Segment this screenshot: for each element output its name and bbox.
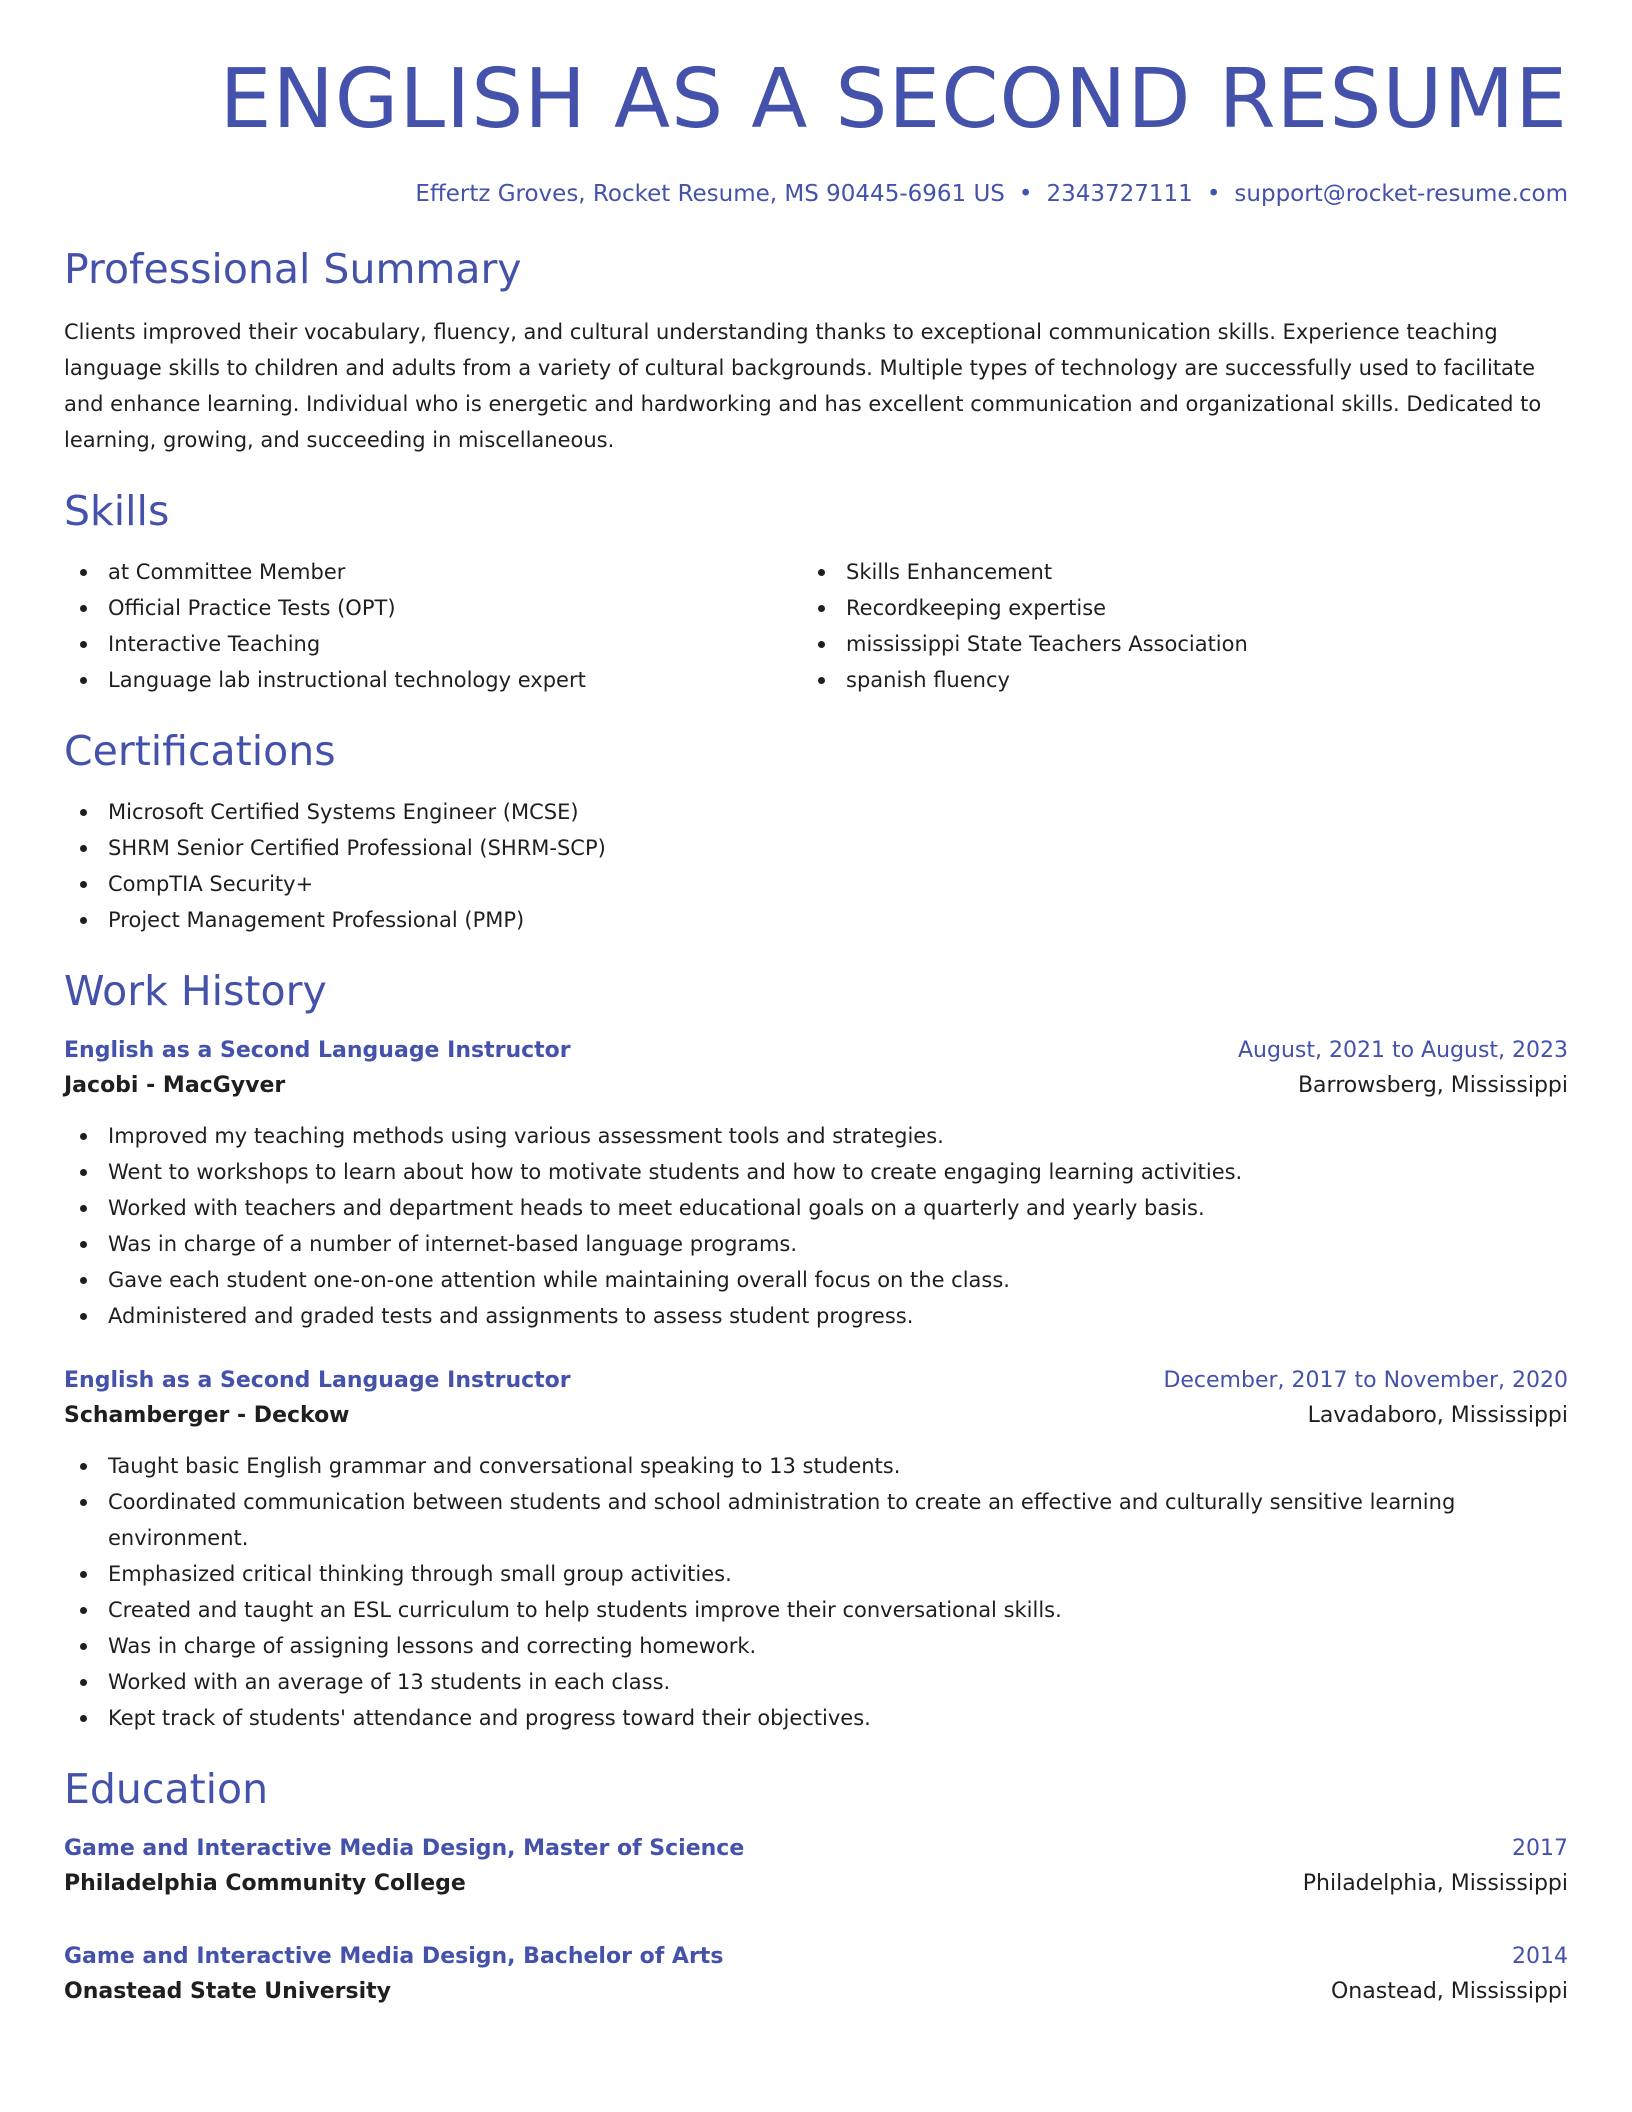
contact-separator: • xyxy=(1018,181,1033,207)
duty-item: Was in charge of a number of internet-based language programs. xyxy=(64,1226,1568,1262)
duty-item: Emphasized critical thinking through small group activities. xyxy=(64,1556,1568,1592)
duty-item: Taught basic English grammar and conversational speaking to 13 students. xyxy=(64,1448,1568,1484)
skills-column-left xyxy=(64,554,802,698)
duty-item: Worked with an average of 13 students in each class. xyxy=(64,1664,1568,1700)
job-duties xyxy=(64,1118,1568,1334)
education-entry xyxy=(64,1832,1568,1902)
job-company: Schamberger - Deckow xyxy=(64,1403,350,1428)
duty-item: Went to workshops to learn about how to motivate students and how to create engaging learning activities. xyxy=(64,1154,1568,1190)
certification-item: Microsoft Certified Systems Engineer (MCSE) xyxy=(64,794,1568,830)
duty-item: Kept track of students' attendance and progress toward their objectives. xyxy=(64,1700,1568,1736)
contact-separator: • xyxy=(1206,181,1221,207)
job-company: Jacobi - MacGyver xyxy=(64,1073,286,1098)
certification-item: Project Management Professional (PMP) xyxy=(64,902,1568,938)
job-location: Barrowsberg, Mississippi xyxy=(1297,1073,1568,1098)
education-heading: Education xyxy=(64,1765,269,1813)
skill-item: Interactive Teaching xyxy=(64,626,802,662)
contact-line xyxy=(64,178,1568,210)
school-name: Philadelphia Community College xyxy=(64,1871,466,1896)
certifications-heading: Certifications xyxy=(64,727,336,775)
degree: Game and Interactive Media Design, Master of Science xyxy=(64,1836,745,1861)
duty-item: Gave each student one-on-one attention while maintaining overall focus on the class. xyxy=(64,1262,1568,1298)
job-title: English as a Second Language Instructor xyxy=(64,1038,571,1063)
certifications-list xyxy=(64,794,1568,938)
resume-title: ENGLISH AS A SECOND RESUME xyxy=(219,52,1568,147)
graduation-year: 2017 xyxy=(1512,1836,1568,1861)
skill-item: Official Practice Tests (OPT) xyxy=(64,590,802,626)
graduation-year: 2014 xyxy=(1512,1944,1568,1969)
skill-item: mississippi State Teachers Association xyxy=(802,626,1540,662)
job-entry xyxy=(64,1364,1568,1736)
certification-item: CompTIA Security+ xyxy=(64,866,1568,902)
contact-phone: 2343727111 xyxy=(1046,181,1193,207)
skill-item: at Committee Member xyxy=(64,554,802,590)
skill-item: Language lab instructional technology expert xyxy=(64,662,802,698)
skill-item: Recordkeeping expertise xyxy=(802,590,1540,626)
summary-text: Clients improved their vocabulary, fluency, and cultural understanding thanks to exceptional communication skills. Experience teaching language skills to children and adults from a variety of cultural backgrounds. Multiple types of technology are successfully used to facilitate and enhance learning. Individual who is energetic and hardworking and has excellent communication and organizational skills. Dedicated to learning, growing, and succeeding in miscellaneous. xyxy=(64,320,1542,452)
certification-item: SHRM Senior Certified Professional (SHRM-SCP) xyxy=(64,830,1568,866)
job-duties xyxy=(64,1448,1568,1736)
school-location: Onastead, Mississippi xyxy=(1330,1979,1568,2004)
skill-item: Skills Enhancement xyxy=(802,554,1540,590)
job-entry xyxy=(64,1034,1568,1334)
duty-item: Coordinated communication between students and school administration to create an effective and culturally sensitive learning environment. xyxy=(64,1484,1568,1556)
duty-item: Worked with teachers and department heads to meet educational goals on a quarterly and yearly basis. xyxy=(64,1190,1568,1226)
school-name: Onastead State University xyxy=(64,1979,391,2004)
duty-item: Created and taught an ESL curriculum to help students improve their conversational skills. xyxy=(64,1592,1568,1628)
duty-item: Improved my teaching methods using various assessment tools and strategies. xyxy=(64,1118,1568,1154)
work-history-heading: Work History xyxy=(64,967,327,1015)
skills-heading: Skills xyxy=(64,487,170,535)
school-location: Philadelphia, Mississippi xyxy=(1302,1871,1568,1896)
job-title: English as a Second Language Instructor xyxy=(64,1368,571,1393)
contact-email: support@rocket-resume.com xyxy=(1234,181,1568,207)
summary-heading: Professional Summary xyxy=(64,245,522,293)
skill-item: spanish fluency xyxy=(802,662,1540,698)
skills-column-right xyxy=(802,554,1540,698)
job-location: Lavadaboro, Mississippi xyxy=(1307,1403,1568,1428)
degree: Game and Interactive Media Design, Bachelor of Arts xyxy=(64,1944,724,1969)
duty-item: Administered and graded tests and assignments to assess student progress. xyxy=(64,1298,1568,1334)
education-entry xyxy=(64,1940,1568,2010)
skills-list xyxy=(64,554,1568,698)
duty-item: Was in charge of assigning lessons and correcting homework. xyxy=(64,1628,1568,1664)
job-dates: December, 2017 to November, 2020 xyxy=(1163,1368,1568,1393)
contact-address: Effertz Groves, Rocket Resume, MS 90445-6961 US xyxy=(415,181,1005,207)
job-dates: August, 2021 to August, 2023 xyxy=(1238,1038,1568,1063)
